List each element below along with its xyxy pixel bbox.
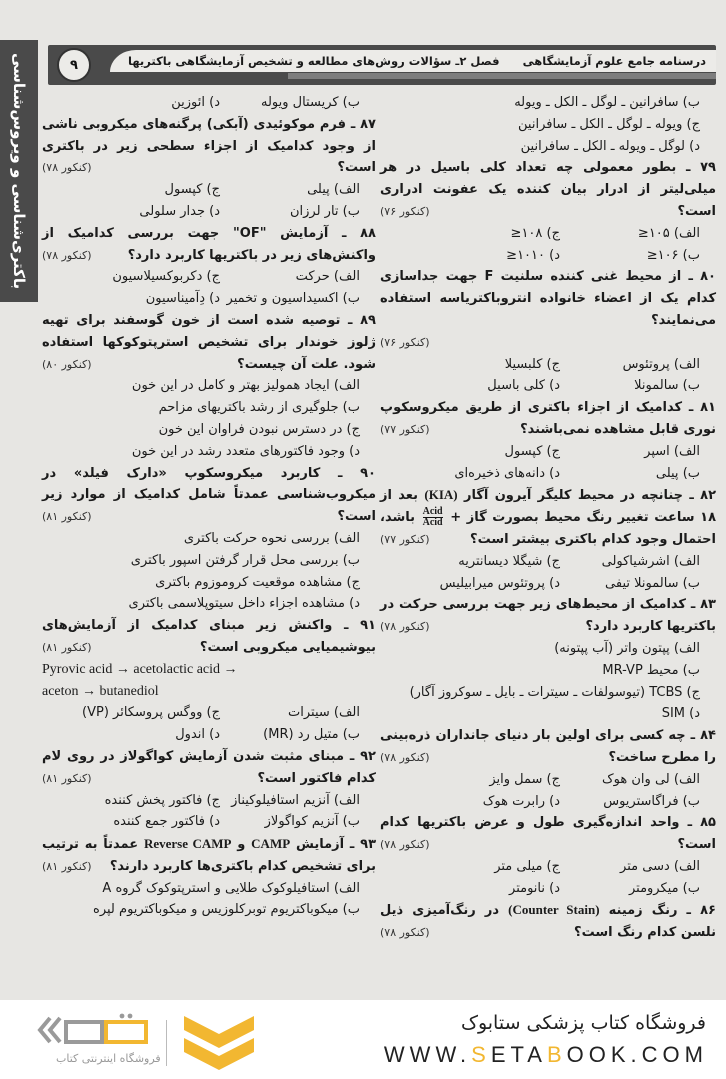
options [380, 441, 716, 485]
options [380, 769, 716, 813]
exam-source: (کنکور ۸۱) [42, 859, 92, 873]
option-b: ب) میکوباکتریوم توبرکلوزیس و میکوباکتریوم لپره [93, 902, 360, 918]
option-c: ج) فاکتور پخش کننده [104, 792, 220, 808]
question-stem: ۸۰ ـ از محیط غنی کننده سلنیت F جهت جداسازی کدام یک از اعضاء خانواده انتروباکتریاسه استفاده می‌نمایند؟ [380, 269, 716, 328]
option-d: د) اندول [175, 727, 220, 743]
option-a: الف) استافیلوکوک طلایی و استرپتوکوک گروه A [102, 880, 360, 896]
question-stem: ۸۹ ـ توصیه شده است از خون گوسفند برای تهیه ژلوز خوندار برای تشخیص استرپتوکوکها استفاده شود. علت آن چیست؟ [42, 312, 376, 372]
left-column [42, 92, 376, 921]
book-title: درسنامه جامع علوم آزمایشگاهی [522, 54, 706, 68]
option-b: ب) بررسی محل قرار گرفتن اسپور باکتری [130, 552, 360, 568]
option-d: د) کلی باسیل [487, 378, 560, 394]
reaction-line-2: aceton → butanediol [42, 683, 159, 699]
question-stem: ۹۲ ـ مبنای مثبت شدن آزمایش کواگولاز در روی لام کدام فاکتور است؟ [42, 748, 376, 786]
options [42, 92, 376, 114]
option-a: الف) ۱۰۵≤ [637, 225, 700, 241]
question-86 [380, 899, 716, 944]
option-c: ج) میلی متر [494, 858, 560, 874]
option-a: الف) بررسی نحوه حرکت باکتری [183, 530, 360, 546]
option-a: الف) سیترات [288, 705, 360, 721]
logo-tagline: فروشگاه اینترنتی کتاب [56, 1052, 161, 1065]
option-b: ب) پیلی [655, 465, 700, 481]
exam-source: (کنکور ۸۱) [42, 771, 92, 785]
right-column [380, 92, 716, 944]
exam-source: (کنکور ۷۸) [380, 750, 430, 764]
chevron-emblem-icon [184, 1016, 254, 1072]
question-stem: ۸۲ ـ چنانچه در محیط کلیگر آیرون آگار [463, 488, 717, 504]
options [42, 266, 376, 310]
question-stem: در رنگ‌آمیزی ذیل نلسن کدام رنگ است؟ [380, 903, 716, 941]
reaction-line-1: Pyrovic acid → acetolactic acid → [42, 661, 238, 677]
options [380, 354, 716, 398]
option: د) لوگل ـ ویوله ـ الکل ـ سافرانین [520, 138, 700, 154]
option-b: ب) آنزیم کواگولاز [264, 814, 360, 830]
question-stem: ۷۹ ـ بطور معمولی چه تعداد کلی باسیل در هر میلی‌لیتر از ادرار بیان کننده یک عفونت ادراری است؟ [380, 160, 716, 219]
question-stem: ۹۰ ـ کاربرد میکروسکوپ «دارک فیلد» در میکروب‌شناسی عمدتاً شامل کدامیک از موارد زیر است؟ [42, 465, 376, 525]
exam-source: (کنکور ۷۸) [380, 620, 430, 634]
option-d: د) ۱۰۱۰≤ [506, 247, 560, 263]
question-87 [42, 114, 376, 179]
option-c: ج) ۱۰۸≤ [510, 225, 560, 241]
option-d: د) SIM [661, 706, 700, 722]
question-88 [42, 223, 376, 267]
option-a: الف) دسی متر [620, 858, 700, 874]
option-b: ب) ۱۰۶≤ [646, 247, 700, 263]
store-name: فروشگاه کتاب پزشکی ستابوک [460, 1012, 706, 1034]
page-number: ۹ [57, 48, 91, 82]
chapter-title: فصل ۲ـ سؤالات روش‌های مطالعه و تشخیص آزمایشگاهی باکتریها [128, 54, 500, 68]
header-stripe [288, 73, 716, 79]
options [42, 179, 376, 223]
question-stem: باشد، احتمال وجود کدام باکتری بیشتر است؟ [380, 510, 716, 547]
option-c: ج) TCBS (تیوسولفات ـ سیترات ـ بایل ـ سوکروز آگار) [409, 684, 700, 700]
kia-label: (KIA) [424, 487, 458, 503]
setabook-logo[interactable] [36, 1012, 276, 1072]
option-c: ج) سمل وایز [489, 771, 560, 787]
option-d: د) وجود فاکتورهای متعدد رشد در این خون [131, 443, 360, 459]
options [380, 551, 716, 595]
exam-source: (کنکور ۷۶) [380, 335, 430, 349]
question-stem: ۹۳ ـ آزمایش [295, 837, 377, 853]
exam-source: (کنکور ۷۷) [380, 532, 430, 546]
option: ب) سافرانین ـ لوگل ـ الکل ـ ویوله [514, 95, 700, 110]
question-stem: عمدتاً به ترتیب برای تشخیص کدام باکتری‌ها کاربرد دارند؟ [42, 837, 376, 874]
question-stem: ۸۵ ـ واحد اندازه‌گیری طول و عرض باکتریها کدام است؟ [380, 815, 716, 853]
option-d: د) دانه‌های ذخیره‌ای [454, 465, 560, 481]
page-header [48, 45, 716, 85]
option-a: الف) پروتئوس [622, 356, 700, 372]
question-stem: بعد از ۱۸ ساعت تغییر رنگ محیط بصورت گاز + [380, 488, 717, 526]
question-stem: ۸۸ ـ آزمایش "OF" جهت بررسی کدامیک از واکنش‌های زیر در باکتریها کاربرد دارد؟ [42, 225, 376, 263]
acid-fraction: $\frac{\text{Acid}}{\text{Acid}}$ [422, 506, 443, 529]
option-d: د) رابرت هوک [482, 793, 560, 809]
option-b: ب) سالمونلا [634, 378, 700, 394]
question-stem: ۸۱ ـ کدامیک از اجزاء باکتری از طریق میکروسکوپ نوری قابل مشاهده نمی‌باشند؟ [380, 400, 716, 437]
question-84 [380, 725, 716, 769]
option-b: ب) اکسیداسیون و تخمیر [226, 291, 360, 307]
exam-source: (کنکور ۸۰) [42, 357, 92, 371]
question-stem: ۹۱ ـ واکنش زیر مبنای کدامیک از آزمایش‌های بیوشیمیایی میکروبی است؟ [42, 618, 376, 655]
exam-source: (کنکور ۸۱) [42, 640, 92, 654]
question-93: ۹۳ ـ آزمایش CAMP و Reverse CAMP عمدتاً به ترتیب برای تشخیص کدام باکتری‌ها کاربرد دارند؟ (کنکور ۸۱) [42, 833, 376, 878]
option-c: ج) کلبسیلا [504, 356, 560, 372]
option-b: ب) میکرومتر [628, 880, 700, 896]
exam-source: (کنکور ۷۸) [380, 838, 430, 852]
option-a: الف) پپتون واتر (آب پپتونه) [554, 640, 700, 656]
option-a: الف) ایجاد همولیز بهتر و کامل در این خون [131, 378, 360, 394]
option-d: د) دِآمیناسیون [145, 291, 220, 307]
option-d: د) نانومتر [509, 880, 560, 896]
question-83 [380, 594, 716, 638]
question-79 [380, 157, 716, 222]
exam-source: (کنکور ۷۸) [42, 161, 92, 175]
option-b: ب) متیل رد (MR) [263, 727, 360, 743]
option-c: ج) مشاهده موقعیت کروموزوم باکتری [155, 574, 360, 590]
option-a: الف) اسپر [644, 443, 700, 459]
store-url[interactable]: WWW.SETABOOK.COM [383, 1042, 708, 1067]
exam-source: (کنکور ۷۸) [42, 248, 92, 262]
option: ج) ویوله ـ لوگل ـ الکل ـ سافرانین [518, 116, 700, 132]
option-b: ب) جلوگیری از رشد باکتریهای مزاحم [158, 400, 360, 416]
options [42, 790, 376, 834]
exam-source: (کنکور ۷۶) [380, 204, 430, 218]
question-89 [42, 310, 376, 375]
option-a: الف) لی وان هوک [602, 771, 700, 787]
reverse-camp-label: Reverse CAMP [143, 836, 232, 852]
side-tab-label: باکتری‌شناسی و ویروس‌شناسی [10, 52, 28, 290]
option-c: ج) کپسول [504, 443, 560, 459]
option-d: د) مشاهده اجزاء داخل سیتوپلاسمی باکتری [128, 596, 360, 612]
question-stem: ۸۴ ـ چه کسی برای اولین بار دنیای جانداران ذره‌بینی را مطرح ساخت؟ [380, 728, 716, 765]
options [380, 223, 716, 267]
option-a: الف) حرکت [295, 269, 360, 285]
option-b: ب) فراگاستریوس [603, 793, 700, 809]
question-82 [380, 484, 716, 550]
options [380, 856, 716, 900]
question-81 [380, 397, 716, 441]
counter-stain-label: (Counter Stain) [508, 902, 600, 918]
question-92 [42, 746, 376, 790]
question-90 [42, 463, 376, 528]
exam-source: (کنکور ۷۸) [380, 926, 430, 940]
option-d: د) جدار سلولی [139, 203, 220, 219]
option-c: ج) در دسترس نبودن فراوان این خون [158, 421, 360, 437]
setabook-wordmark-icon [36, 1012, 156, 1052]
option-b: ب) محیط MR-VP [602, 662, 700, 678]
option-b: ب) کریستال ویوله [260, 95, 360, 110]
option-d: د) فاکتور جمع کننده [113, 814, 220, 830]
option-c: ج) ووگس پروسکائر (VP) [82, 705, 220, 721]
question-80 [380, 266, 716, 331]
option-c: ج) دکربوکسیلاسیون [112, 269, 220, 285]
option-d: د) ائوزین [171, 95, 220, 110]
question-stem: ۸۳ ـ کدامیک از محیط‌های زیر جهت بررسی حرکت در باکتریها کاربرد دارد؟ [380, 597, 716, 635]
option-a: الف) آنزیم استافیلوکیناز [231, 792, 360, 808]
store-footer [0, 1000, 726, 1079]
option-c: ج) کپسول [164, 182, 220, 198]
option-b: ب) تار لرزان [289, 203, 360, 219]
question-stem: ۸۷ ـ فرم موکوئیدی (آبکی) پرگنه‌های میکروبی ناشی از وجود کدامیک از اجزاء سطحی زیر در باکتری است؟ [42, 116, 376, 176]
option-a: الف) پیلی [307, 182, 360, 198]
question-91 [42, 615, 376, 659]
options [42, 702, 376, 746]
exam-source: (کنکور ۷۷) [380, 422, 430, 436]
option-a: الف) اشرشیاکولی [601, 553, 700, 569]
camp-label: CAMP [251, 836, 291, 852]
option-b: ب) سالمونلا تیفی [605, 575, 700, 591]
side-tab [0, 40, 38, 302]
option-d: د) پروتئوس میرابیلیس [439, 575, 560, 591]
logo-divider [166, 1020, 167, 1066]
exam-source: (کنکور ۸۱) [42, 510, 92, 524]
question-85 [380, 812, 716, 856]
option-c: ج) شیگلا دیسانتریه [458, 553, 560, 569]
question-stem: ۸۶ ـ رنگ زمینه [608, 903, 716, 919]
